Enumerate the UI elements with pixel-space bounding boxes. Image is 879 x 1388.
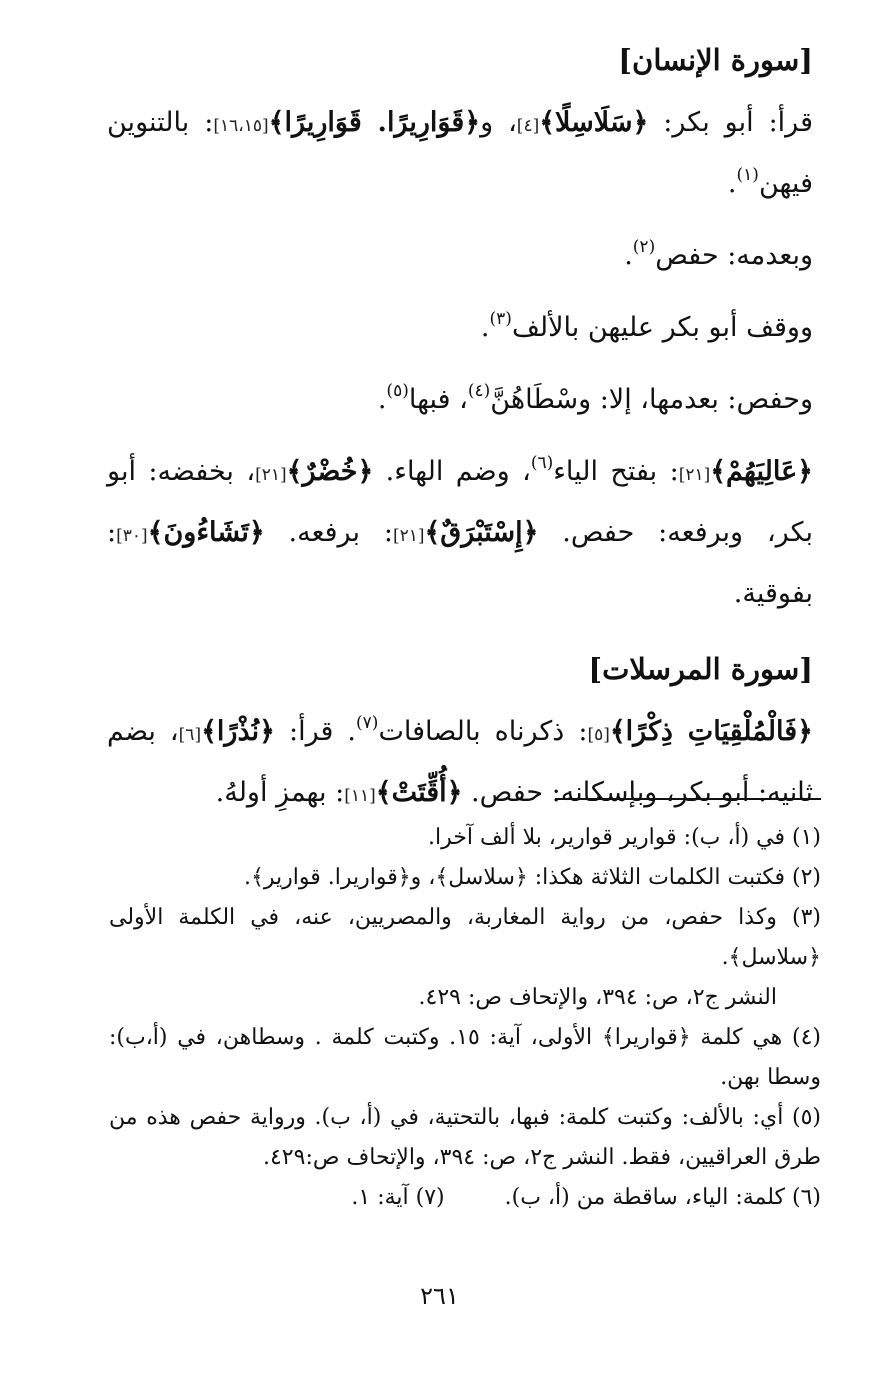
paragraph-hafs-exception — [107, 371, 813, 429]
quran-word: ﴿نُذْرًا﴾ — [201, 716, 275, 747]
footnote-7: (٧) آية: ١. — [351, 1185, 445, 1210]
verse-ref: [١٦،١٥] — [213, 116, 269, 136]
quran-word: ﴿عَالِيَهُمْ﴾ — [710, 456, 814, 487]
footnote-marker: (٣) — [489, 309, 512, 329]
text-segment: : بفتح الياء — [553, 456, 679, 487]
text-segment: ، و — [480, 107, 517, 138]
footnote-5: (٥) أي: بالألف: وكتبت كلمة: فبها، بالتحتية، في (أ، ب). ورواية حفص هذه من طرق العراقيين، فقط. النشر ج٢، ص: ٣٩٤، والإتحاف ص:٤٢٩. — [109, 1105, 821, 1170]
verse-ref: [٢١] — [392, 526, 425, 546]
text-segment: ووقف أبو بكر عليهن بالألف — [511, 312, 813, 343]
footnote-marker: (٧) — [356, 713, 379, 733]
verse-ref: [٢١] — [678, 465, 711, 485]
quran-word: ﴿إِسْتَبْرَقٌ﴾ — [424, 517, 539, 548]
footnotes — [109, 818, 821, 1218]
text-segment: : بالتنوين فيهن — [107, 107, 813, 199]
text-segment: ، بخفضه: أبو بكر، وبرفعه: حفص. — [107, 456, 814, 548]
page-number: ٢٦١ — [420, 1282, 459, 1310]
main-text — [107, 32, 813, 825]
quran-word: ﴿أُقِّتَتْ﴾ — [375, 777, 463, 808]
verse-ref: [٦] — [178, 725, 202, 745]
text-segment: قرأ: أبو بكر: — [648, 107, 813, 138]
footnote-marker: (١) — [736, 165, 759, 185]
quran-word: ﴿سَلَاسِلًا﴾ — [539, 107, 649, 138]
text-segment: . — [480, 312, 490, 343]
text-segment: . — [377, 384, 387, 415]
quran-word: ﴿خُضْرٌ﴾ — [286, 456, 374, 487]
text-segment: : برفعه. — [264, 517, 393, 548]
text-segment: : بفوقية. — [107, 517, 813, 609]
footnote-3: (٣) وكذا حفص، من رواية المغاربة، والمصريين، عنه، في الكلمة الأولى ﴿سلاسل﴾. — [109, 905, 821, 970]
footnote-marker: (٦) — [530, 453, 554, 473]
paragraph-salasil — [107, 94, 813, 213]
text-segment: ، فبها — [408, 384, 468, 415]
text-segment: : ذكرناه بالصافات — [378, 716, 588, 747]
paragraph-mulqiyat — [107, 703, 813, 825]
quran-word: ﴿تَشَاءُونَ﴾ — [147, 517, 265, 548]
verse-ref: [٥] — [587, 725, 610, 745]
text-segment: ، وضم الهاء. — [373, 456, 531, 487]
paragraph-hafs-absence — [107, 227, 813, 285]
footnote-row-6-7 — [109, 1178, 821, 1218]
quran-word: ﴿فَالْمُلْقِيَاتِ ذِكْرًا﴾ — [609, 716, 813, 747]
text-segment: ، بضم ثانيه: أبو بكر، وبإسكانه: حفص. — [107, 716, 813, 808]
footnote-4: (٤) هي كلمة ﴿قواريرا﴾ الأولى، آية: ١٥. وكتبت كلمة . وسطاهن، في (أ،ب): وسطا بهن. — [109, 1025, 822, 1090]
quran-word: ﴿قَوَارِيرًا. قَوَارِيرًا﴾ — [268, 107, 481, 138]
footnote-6: (٦) كلمة: الياء، ساقطة من (أ، ب). — [504, 1185, 821, 1210]
footnote-marker: (٥) — [386, 381, 409, 401]
verse-ref: [٤] — [516, 116, 540, 136]
surah-al-mursalat-heading: [سورة المرسلات] — [588, 652, 813, 686]
paragraph-abu-bakr-pause — [107, 299, 813, 357]
text-segment: . — [624, 240, 633, 271]
text-segment: . — [727, 168, 737, 199]
text-segment: وحفص: بعدمها، إلا: وسْطَاهُنَّ — [490, 384, 813, 415]
footnote-1: (١) في (أ، ب): قوارير قوارير، بلا ألف آخرا. — [428, 825, 821, 850]
verse-ref: [٣٠] — [116, 526, 148, 546]
footnote-separator — [555, 798, 821, 800]
footnote-2: (٢) فكتبت الكلمات الثلاثة هكذا: ﴿سلاسل﴾، و﴿قواريرا. قوارير﴾. — [243, 865, 821, 890]
verse-ref: [١١] — [344, 786, 376, 806]
surah-al-insan-heading: [سورة الإنسان] — [618, 43, 813, 77]
footnote-marker: (٤) — [467, 381, 491, 401]
text-segment: وبعدمه: حفص — [655, 240, 813, 271]
text-segment: . قرأ: — [274, 716, 357, 747]
paragraph-aliyahum — [107, 443, 813, 623]
verse-ref: [٢١] — [255, 465, 287, 485]
text-segment: : بهمزِ أولهُ. — [215, 777, 345, 808]
footnote-3-source: النشر ج٢، ص: ٣٩٤، والإتحاف ص: ٤٢٩. — [418, 985, 777, 1010]
footnote-marker: (٢) — [632, 237, 656, 257]
